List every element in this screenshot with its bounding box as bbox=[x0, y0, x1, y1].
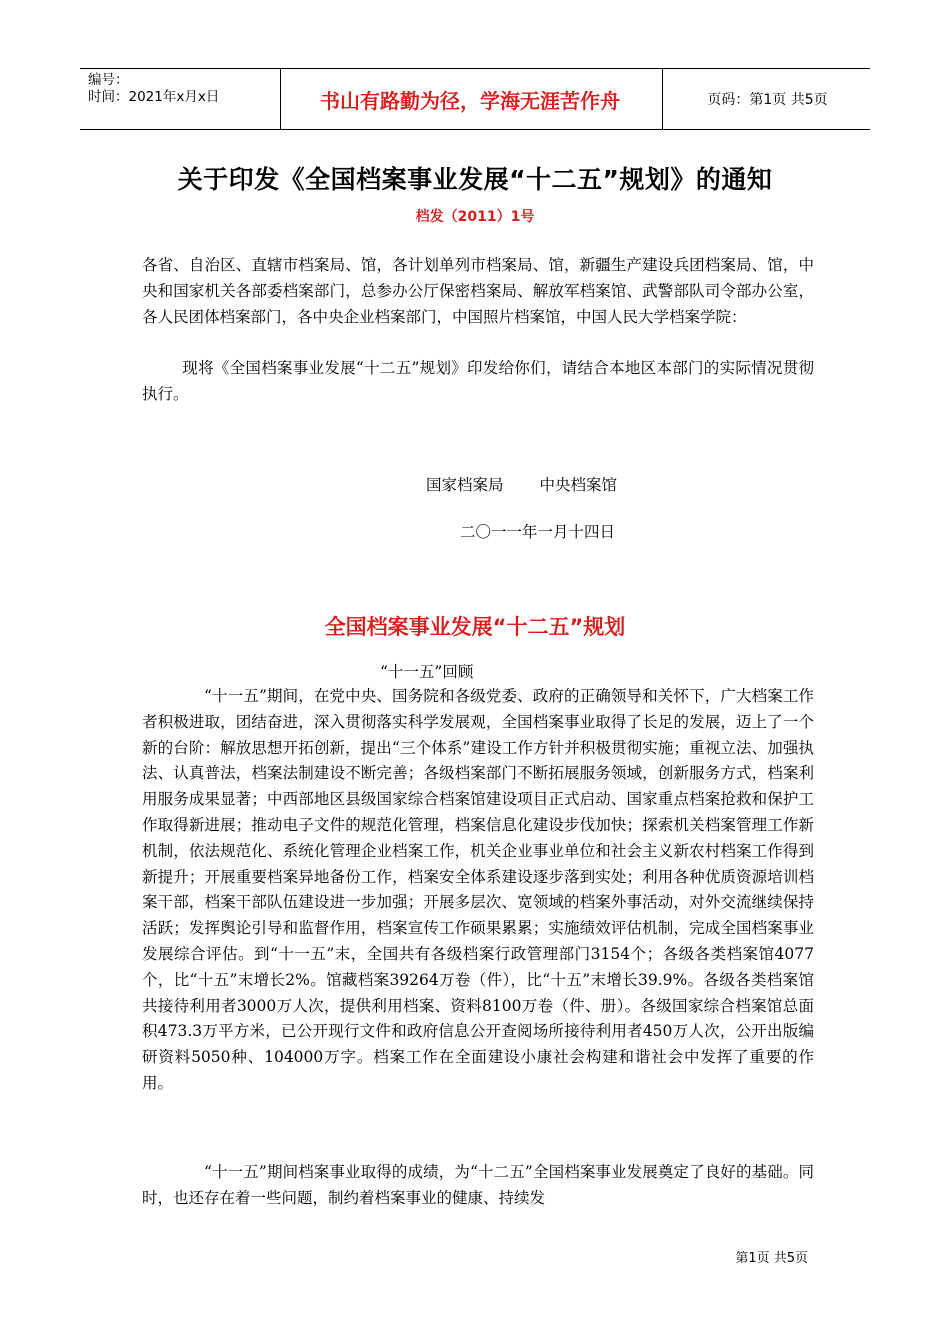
header-motto: 书山有路勤为径，学海无涯苦作舟 bbox=[320, 88, 620, 113]
notice-addressees: 各省、自治区、直辖市档案局、馆，各计划单列市档案局、馆，新疆生产建设兵团档案局、馆，中央和国家机关各部委档案部门，总参办公厅保密档案局、解放军档案馆、武警部队司令部办公室，各人民团体档案部门，各中央企业档案部门，中国照片档案馆，中国人民大学档案学院： bbox=[142, 256, 814, 326]
signer-central-archives: 中央档案馆 bbox=[539, 476, 618, 494]
header-page-info: 页码：第1页 共5页 bbox=[707, 92, 828, 108]
header-left bbox=[88, 72, 219, 106]
notice-date: 二〇一一年一月十四日 bbox=[460, 523, 616, 541]
header-date-label: 时间：2021年x月x日 bbox=[88, 89, 220, 105]
footer-page-info: 第1页 共5页 bbox=[735, 1251, 808, 1266]
notice-signers bbox=[426, 473, 653, 495]
plan-paragraph-2: “十一五”期间档案事业取得的成绩，为“十二五”全国档案事业发展奠定了良好的基础。同时，也还存在着一些问题，制约着档案事业的健康、持续发 bbox=[142, 1163, 814, 1207]
notice-title: 关于印发《全国档案事业发展“十二五”规划》的通知 bbox=[177, 165, 773, 194]
notice-doc-number: 档发（2011）1号 bbox=[415, 209, 535, 225]
header-number-label: 编号： bbox=[88, 72, 129, 88]
page-header bbox=[80, 68, 870, 130]
notice-body: 现将《全国档案事业发展“十二五”规划》印发给你们，请结合本地区本部门的实际情况贯彻执行。 bbox=[142, 359, 814, 403]
signer-archives-bureau: 国家档案局 bbox=[426, 476, 504, 494]
section-heading: “十一五”回顾 bbox=[380, 663, 474, 681]
header-divider bbox=[662, 69, 663, 129]
plan-title: 全国档案事业发展“十二五”规划 bbox=[324, 615, 626, 639]
plan-paragraph-1: “十一五”期间，在党中央、国务院和各级党委、政府的正确领导和关怀下，广大档案工作者积极进取，团结奋进，深入贯彻落实科学发展观，全国档案事业取得了长足的发展，迈上了一个新的台阶：解放思想开拓创新，提出“三个体系”建设工作方针并积极贯彻实施；重视立法、加强执法、认真普法，档案法制建设不断完善；各级档案部门不断拓展服务领域，创新服务方式，档案利用服务成果显著；中西部地区县级国家综合档案馆建设项目正式启动、国家重点档案抢救和保护工作取得新进展；推动电子文件的规范化管理，档案信息化建设步伐加快；探索机关档案管理工作新机制，依法规范化、系统化管理企业档案工作，机关企业事业单位和社会主义新农村档案工作得到新提升；开展重要档案异地备份工作，档案安全体系建设逐步落到实处；利用各种优质资源培训档案干部，档案干部队伍建设进一步加强；开展多层次、宽领域的档案外事活动，对外交流继续保持活跃；发挥舆论引导和监督作用，档案宣传工作硕果累累；实施绩效评估机制，完成全国档案事业发展综合评估。到“十一五”末，全国共有各级档案行政管理部门3154个；各级各类档案馆4077个，比“十五”末增长2%。馆藏档案39264万卷（件），比“十五”末增长39.9%。各级各类档案馆共接待利用者3000万人次，提供利用档案、资料8100万卷（件、册）。各级国家综合档案馆总面积473.3万平方米，已公开现行文件和政府信息公开查阅场所接待利用者450万人次，公开出版编研资料5050种、104000万字。档案工作在全面建设小康社会构建和谐社会中发挥了重要的作用。 bbox=[142, 687, 814, 1092]
